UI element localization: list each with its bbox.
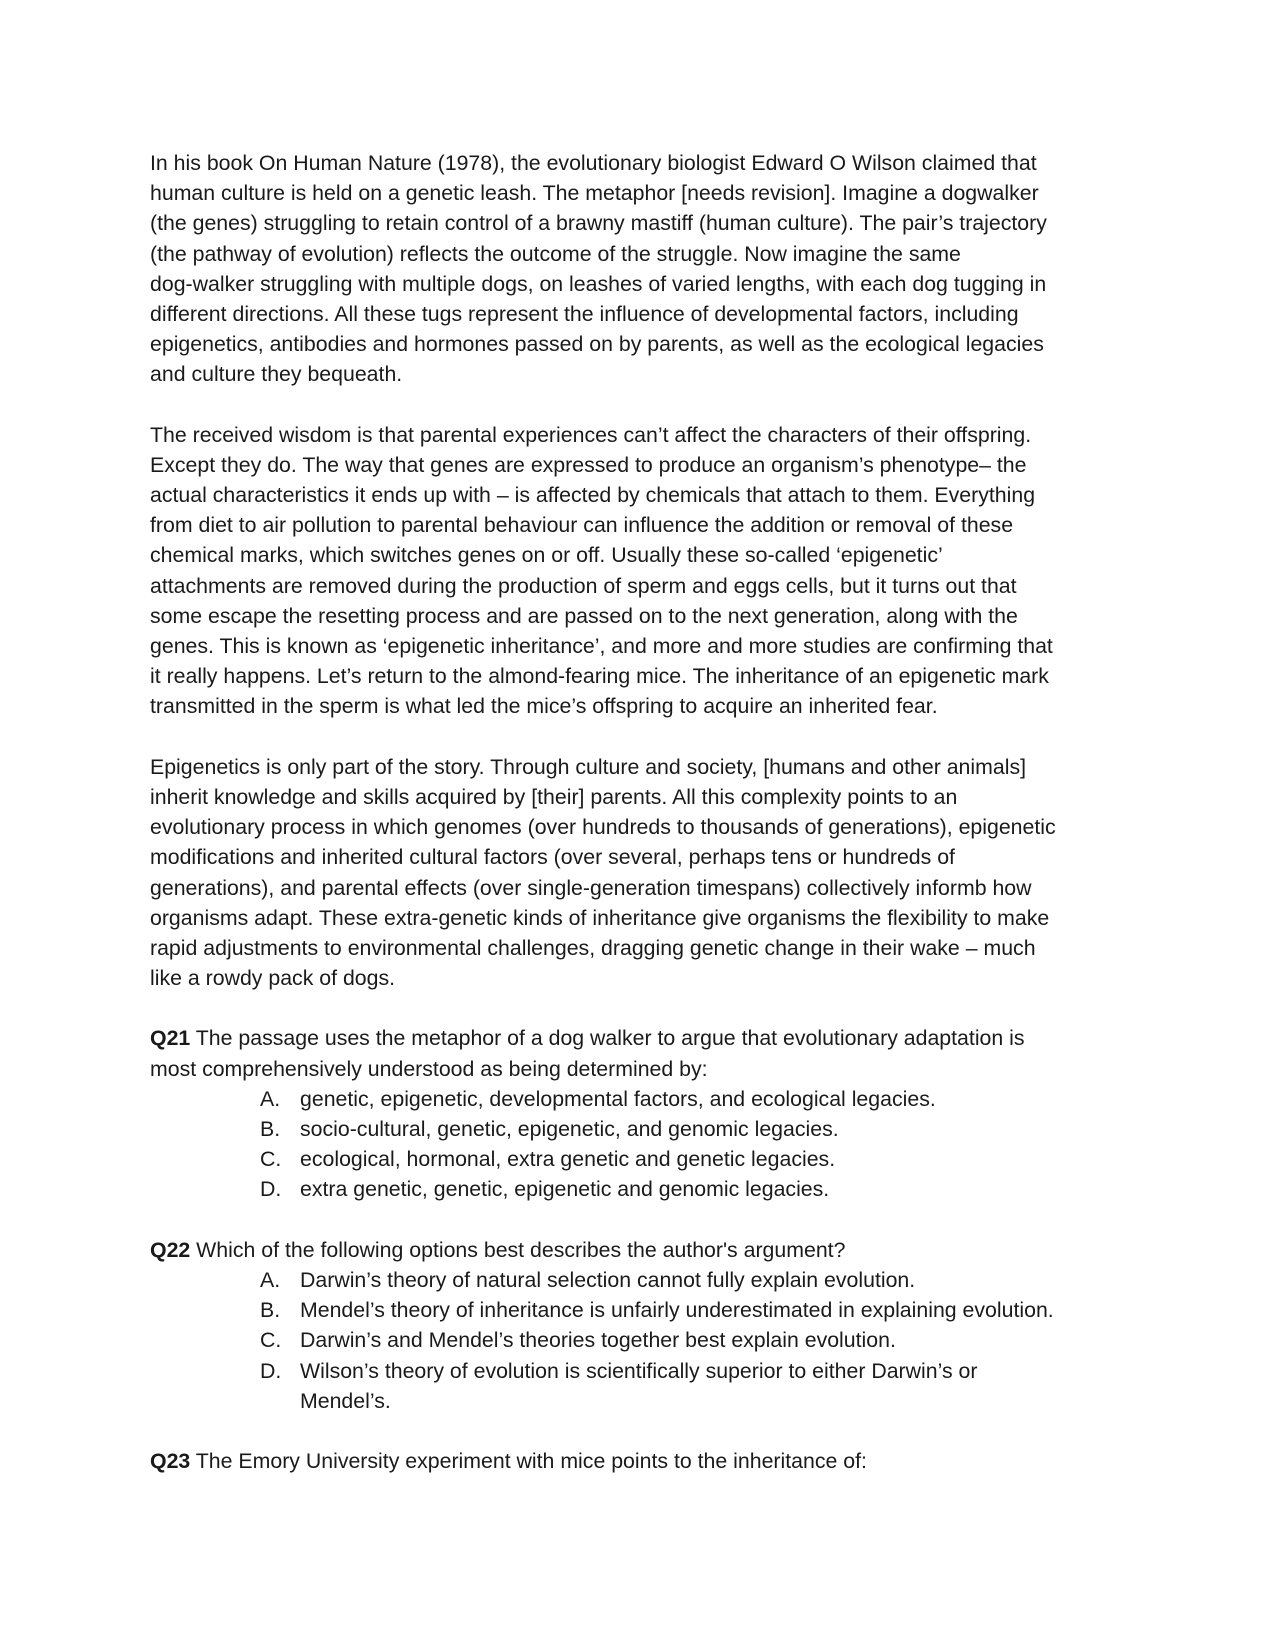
question-text: most comprehensively understood as being determined by: xyxy=(150,1056,708,1081)
text-line: chemical marks, which switches genes on or off. Usually these so-called ‘epigenetic’ xyxy=(150,543,943,568)
text-line: transmitted in the sperm is what led the mice’s offspring to acquire an inherited fear. xyxy=(150,694,938,719)
text-line: organisms adapt. These extra-genetic kinds of inheritance give organisms the flexibility to make xyxy=(150,905,1050,930)
option-letter: A. xyxy=(260,1268,281,1292)
option-text: Mendel’s. xyxy=(300,1388,391,1413)
question-number: Q22 xyxy=(150,1237,191,1262)
document-page xyxy=(150,148,1130,1476)
option-text: Wilson’s theory of evolution is scientifically superior to either Darwin’s or xyxy=(300,1358,978,1383)
answer-option[interactable] xyxy=(150,1174,1130,1204)
question-text: The passage uses the metaphor of a dog walker to argue that evolutionary adaptation is xyxy=(190,1026,1025,1051)
text-line: generations), and parental effects (over single-generation timespans) collectively informb how xyxy=(150,875,1032,900)
answer-options-q22 xyxy=(150,1265,1130,1416)
text-line: from diet to air pollution to parental behaviour can influence the addition or removal of these xyxy=(150,513,1014,538)
option-letter: D. xyxy=(260,1177,282,1202)
question-23 xyxy=(150,1446,1130,1476)
paragraph-3 xyxy=(150,752,1130,994)
text-line: In his book On Human Nature (1978), the evolutionary biologist Edward O Wilson claimed that xyxy=(150,151,1037,175)
text-line: genes. This is known as ‘epigenetic inheritance’, and more and more studies are confirming that xyxy=(150,634,1053,658)
text-line: some escape the resetting process and are passed on to the next generation, along with the xyxy=(150,603,1018,628)
text-line: modifications and inherited cultural factors (over several, perhaps tens or hundreds of xyxy=(150,845,955,870)
option-text: Darwin’s theory of natural selection cannot fully explain evolution. xyxy=(300,1268,916,1292)
text-line: actual characteristics it ends up with – is affected by chemicals that attach to them. Everything xyxy=(150,483,1036,508)
question-text: The Emory University experiment with mice points to the inheritance of: xyxy=(190,1449,867,1474)
question-number: Q21 xyxy=(150,1026,191,1051)
option-letter: A. xyxy=(260,1086,281,1111)
text-line: human culture is held on a genetic leash. The metaphor [needs revision]. Imagine a dogwalker xyxy=(150,181,1039,206)
text-line: inherit knowledge and skills acquired by [their] parents. All this complexity points to an xyxy=(150,784,958,809)
text-line: (the pathway of evolution) reflects the outcome of the struggle. Now imagine the same xyxy=(150,241,961,266)
answer-option[interactable] xyxy=(150,1144,1130,1174)
answer-option[interactable] xyxy=(150,1265,1130,1295)
answer-options-q21 xyxy=(150,1084,1130,1205)
text-line: (the genes) struggling to retain control of a brawny mastiff (human culture). The pair’s trajectory xyxy=(150,211,1047,236)
option-text: genetic, epigenetic, developmental factors, and ecological legacies. xyxy=(300,1086,936,1111)
text-line: dog-walker struggling with multiple dogs, on leashes of varied lengths, with each dog tugging in xyxy=(150,271,1047,296)
option-text: ecological, hormonal, extra genetic and genetic legacies. xyxy=(300,1147,836,1172)
text-line: Except they do. The way that genes are expressed to produce an organism’s phenotype– the xyxy=(150,452,1027,477)
option-letter: B. xyxy=(260,1298,281,1323)
text-line: evolutionary process in which genomes (over hundreds to thousands of generations), epigenetic xyxy=(150,815,1056,840)
answer-option[interactable] xyxy=(150,1356,1130,1416)
paragraph-1 xyxy=(150,148,1130,390)
text-line: and culture they bequeath. xyxy=(150,362,403,387)
option-letter: C. xyxy=(260,1328,282,1353)
option-text: socio-cultural, genetic, epigenetic, and genomic legacies. xyxy=(300,1117,839,1142)
question-stem xyxy=(150,1023,1130,1053)
answer-option[interactable] xyxy=(150,1325,1130,1355)
text-line: like a rowdy pack of dogs. xyxy=(150,966,396,991)
answer-option[interactable] xyxy=(150,1084,1130,1114)
option-letter: C. xyxy=(260,1147,282,1172)
option-text: Darwin’s and Mendel’s theories together best explain evolution. xyxy=(300,1328,896,1353)
text-line: Epigenetics is only part of the story. Through culture and society, [humans and other animals] xyxy=(150,754,1027,779)
text-line: attachments are removed during the production of sperm and eggs cells, but it turns out that xyxy=(150,573,1017,598)
option-text: extra genetic, genetic, epigenetic and genomic legacies. xyxy=(300,1177,830,1202)
answer-option[interactable] xyxy=(150,1114,1130,1144)
question-22 xyxy=(150,1235,1130,1265)
question-stem xyxy=(150,1235,1130,1265)
text-line: The received wisdom is that parental experiences can’t affect the characters of their offspring. xyxy=(150,422,1032,447)
text-line: it really happens. Let’s return to the almond-fearing mice. The inheritance of an epigenetic mark xyxy=(150,664,1049,689)
option-letter: B. xyxy=(260,1117,281,1142)
text-line: rapid adjustments to environmental challenges, dragging genetic change in their wake – much xyxy=(150,935,1036,960)
text-line: different directions. All these tugs represent the influence of developmental factors, including xyxy=(150,301,1019,326)
option-text: Mendel’s theory of inheritance is unfairly underestimated in explaining evolution. xyxy=(300,1298,1054,1323)
paragraph-2 xyxy=(150,420,1130,722)
question-number: Q23 xyxy=(150,1449,191,1474)
question-21 xyxy=(150,1023,1130,1083)
text-line: epigenetics, antibodies and hormones passed on by parents, as well as the ecological legacies xyxy=(150,332,1044,357)
question-stem xyxy=(150,1446,1130,1476)
question-text: Which of the following options best describes the author's argument? xyxy=(190,1237,846,1262)
answer-option[interactable] xyxy=(150,1295,1130,1325)
option-letter: D. xyxy=(260,1358,282,1383)
